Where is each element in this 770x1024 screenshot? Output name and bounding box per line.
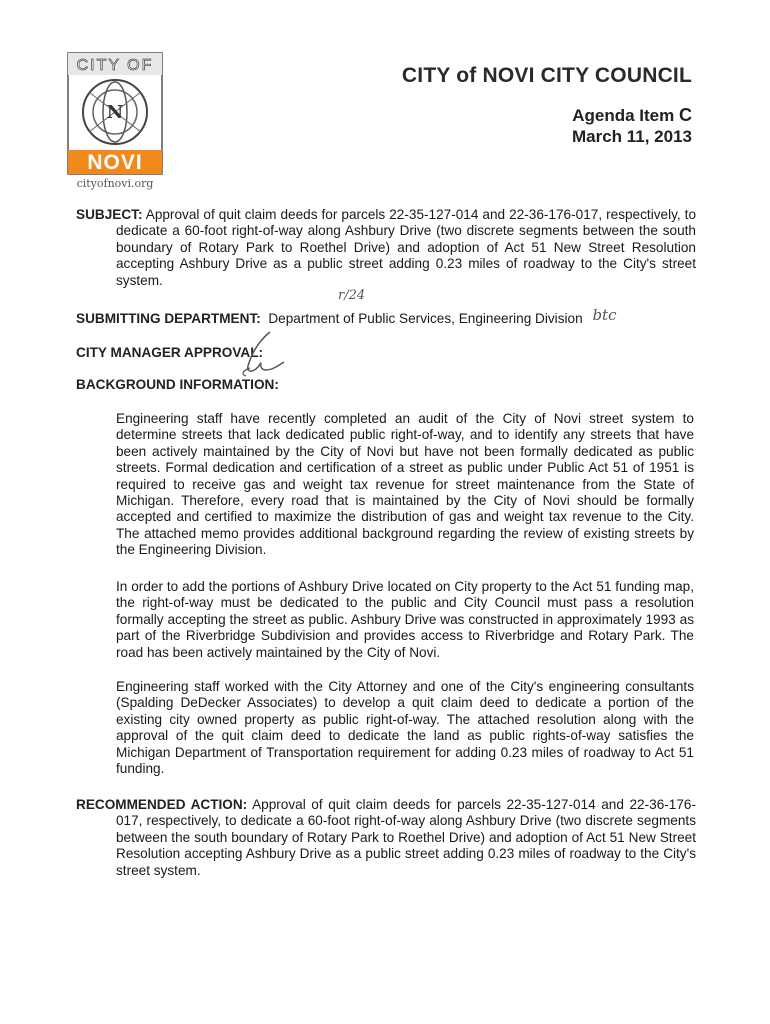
city-logo bbox=[67, 52, 167, 190]
agenda-item-line bbox=[572, 105, 692, 126]
subject-label: SUBJECT: bbox=[76, 207, 143, 222]
recommended-label: RECOMMENDED ACTION: bbox=[76, 797, 248, 812]
department-label: SUBMITTING DEPARTMENT: bbox=[76, 311, 261, 326]
agenda-block bbox=[572, 105, 692, 147]
subject-section bbox=[76, 207, 696, 289]
logo-top-text: CITY OF bbox=[76, 57, 154, 74]
svg-text:N: N bbox=[106, 102, 124, 123]
background-paragraph-2: In order to add the portions of Ashbury Drive located on City property to the Act 51 funding map, the right-of-way must be dedicated to the public and City Council must pass a resolution formally accepting the street as public. Ashbury Drive was constructed in approximately 1993 as part of the Riverbridge Subdivision and provides access to Riverbridge and Rotary Park. The road has been actively maintained by the City of Novi. bbox=[116, 579, 694, 660]
agenda-date: March 11, 2013 bbox=[571, 127, 692, 146]
background-paragraph-3: Engineering staff worked with the City Attorney and one of the City's engineering consultants (Spalding DeDecker Associates) to develop a quit claim deed to dedicate a portion of the existing city owned property as public right-of-way. The attached resolution along with the approval of the quit claim deed to dedicate the land as public rights-of-way satisfies the Michigan Department of Transportation requirement for adding 0.23 miles of roadway to Act 51 funding. bbox=[116, 679, 694, 777]
handwritten-note: r/24 bbox=[338, 288, 366, 303]
agenda-letter: C bbox=[679, 105, 692, 125]
recommended-text: Approval of quit claim deeds for parcels 22-35-127-014 and 22-36-176-017, respectively, to dedicate a 60-foot right-of-way along Ashbury Drive (two discrete segments between the south boundary of Rotary Park to Roethel Drive) and adoption of Act 51 New Street Resolution accepting Ashbury Drive as a public street adding 0.23 miles of roadway to the City's street system. bbox=[116, 797, 696, 878]
logo-url: cityofnovi.org bbox=[76, 177, 154, 190]
header bbox=[402, 64, 692, 88]
city-seal bbox=[67, 52, 163, 175]
department-initials: btc bbox=[592, 306, 617, 324]
department-text: Department of Public Services, Engineering Division bbox=[268, 311, 583, 326]
logo-bottom-text: NOVI bbox=[87, 151, 143, 174]
recommended-section bbox=[76, 797, 696, 879]
background-label: BACKGROUND INFORMATION: bbox=[76, 377, 279, 392]
agenda-label: Agenda Item bbox=[572, 106, 675, 125]
council-title: CITY of NOVI CITY COUNCIL bbox=[401, 64, 692, 87]
department-line bbox=[76, 306, 617, 327]
background-heading bbox=[76, 377, 279, 392]
background-paragraph-1: Engineering staff have recently completed an audit of the City of Novi street system to determine streets that lack dedicated public right-of-way, and to identify any streets that have been actively maintained by the City of Novi but have not been formally dedicated as public streets. Formal dedication and certification of a street as public under Public Act 51 of 1951 is required to receive gas and weight tax revenue for street maintenance from the State of Michigan. Therefore, every road that is maintained by the City of Novi should be formally accepted and certified to maximize the distribution of gas and weight tax revenue to the City. The attached memo provides additional background regarding the review of existing streets by the Engineering Division. bbox=[116, 411, 694, 558]
subject-text: Approval of quit claim deeds for parcels 22-35-127-014 and 22-36-176-017, respectively, to dedicate a 60-foot right-of-way along Ashbury Drive (two discrete segments between the south boundary of Rotary Park to Roethel Drive) and adoption of Act 51 New Street Resolution accepting Ashbury Drive as a public street adding 0.23 miles of roadway to the City's street system. bbox=[116, 207, 697, 288]
city-manager-label: CITY MANAGER APPROVAL: bbox=[76, 345, 264, 360]
